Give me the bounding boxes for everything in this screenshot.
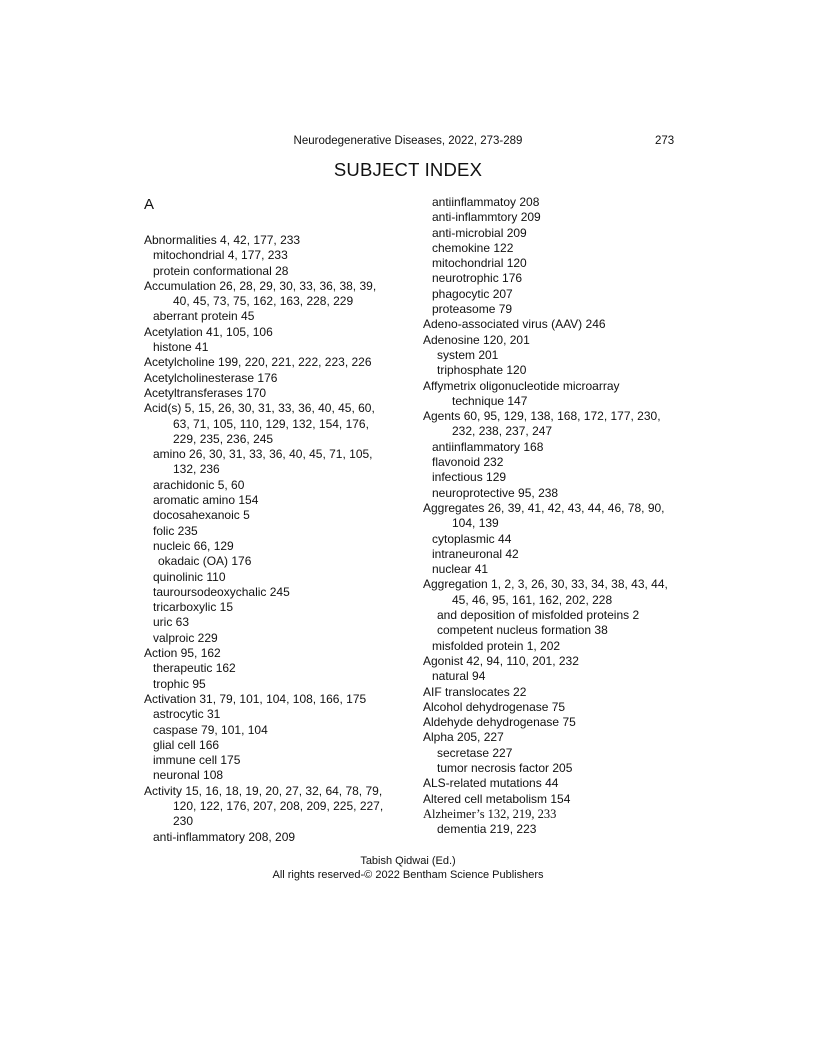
index-entry: Action 95, 162 — [144, 646, 221, 661]
index-entry: anti-inflammtory 209 — [432, 210, 541, 225]
index-entry: ALS-related mutations 44 — [423, 776, 559, 791]
page-number: 273 — [655, 135, 675, 147]
index-entry: histone 41 — [153, 340, 209, 355]
footer-copyright: All rights reserved-© 2022 Bentham Science Publishers — [272, 868, 544, 881]
index-entry: Aldehyde dehydrogenase 75 — [423, 715, 576, 730]
index-entry: 40, 45, 73, 75, 162, 163, 228, 229 — [173, 294, 354, 309]
index-entry: Accumulation 26, 28, 29, 30, 33, 36, 38, 39, — [144, 278, 377, 293]
index-entry: 45, 46, 95, 161, 162, 202, 228 — [452, 592, 613, 607]
index-entry: neurotrophic 176 — [432, 271, 523, 286]
index-entry: competent nucleus formation 38 — [437, 623, 608, 638]
index-entry: Agonist 42, 94, 110, 201, 232 — [423, 653, 579, 668]
index-entry: Abnormalities 4, 42, 177, 233 — [144, 233, 301, 247]
index-entry: nuclear 41 — [432, 562, 489, 577]
index-entry: tumor necrosis factor 205 — [437, 760, 573, 775]
index-entry: aromatic amino 154 — [153, 493, 259, 508]
index-entry: aberrant protein 45 — [153, 309, 255, 324]
index-entry: cytoplasmic 44 — [432, 531, 512, 546]
index-entry: 63, 71, 105, 110, 129, 132, 154, 176, — [173, 416, 369, 431]
index-entry: Acetyltransferases 170 — [144, 385, 267, 400]
index-entry: system 201 — [437, 347, 499, 362]
index-entry: neuroprotective 95, 238 — [432, 485, 559, 500]
index-entry: Activation 31, 79, 101, 104, 108, 166, 175 — [144, 691, 367, 706]
index-column-left — [144, 195, 404, 845]
index-entry: Aggregation 1, 2, 3, 26, 30, 33, 34, 38, 43, 44, — [423, 577, 668, 592]
index-entry: Adenosine 120, 201 — [423, 332, 530, 347]
index-entry: nucleic 66, 129 — [153, 538, 234, 553]
index-entry: antiinflammatory 168 — [432, 439, 544, 454]
index-entry: therapeutic 162 — [153, 661, 236, 676]
index-entry: astrocytic 31 — [153, 707, 221, 722]
index-entry: Acid(s) 5, 15, 26, 30, 31, 33, 36, 40, 45, 60, — [144, 401, 375, 416]
index-entry: docosahexanoic 5 — [153, 508, 250, 523]
index-entry: antiinflammatoy 208 — [432, 195, 540, 209]
index-entry: Adeno-associated virus (AAV) 246 — [423, 317, 606, 332]
index-entry: intraneuronal 42 — [432, 546, 519, 561]
index-entry: secretase 227 — [437, 745, 513, 760]
index-section-letter: A — [144, 196, 155, 213]
index-entry: flavonoid 232 — [432, 455, 504, 470]
index-entry: chemokine 122 — [432, 240, 514, 255]
index-entry: 229, 235, 236, 245 — [173, 431, 274, 446]
index-entry: Acetylcholinesterase 176 — [144, 370, 278, 385]
index-entry: quinolinic 110 — [153, 569, 226, 584]
index-entry: arachidonic 5, 60 — [153, 477, 245, 492]
index-entry: 230 — [173, 814, 194, 829]
index-entry: Acetylcholine 199, 220, 221, 222, 223, 226 — [144, 355, 372, 370]
index-entry: trophic 95 — [153, 676, 206, 691]
index-entry: AIF translocates 22 — [423, 684, 527, 699]
index-entry: Alcohol dehydrogenase 75 — [423, 699, 566, 714]
index-entry: Activity 15, 16, 18, 19, 20, 27, 32, 64, 78, 79, — [144, 783, 383, 798]
index-entry: tauroursodeoxychalic 245 — [153, 584, 290, 599]
footer-editor: Tabish Qidwai (Ed.) — [360, 855, 456, 867]
index-entry: proteasome 79 — [432, 302, 513, 317]
index-entry: protein conformational 28 — [153, 263, 289, 278]
index-entry: infectious 129 — [432, 470, 507, 485]
index-entry: Alpha 205, 227 — [423, 730, 504, 745]
index-entry: 104, 139 — [452, 516, 499, 531]
index-entry: anti-microbial 209 — [432, 225, 527, 240]
journal-citation: Neurodegenerative Diseases, 2022, 273-289 — [293, 135, 523, 147]
index-entry: phagocytic 207 — [432, 286, 513, 301]
index-entry: neuronal 108 — [153, 768, 224, 783]
index-entry: 132, 236 — [173, 462, 220, 477]
index-entry: caspase 79, 101, 104 — [153, 722, 268, 737]
index-entry: folic 235 — [153, 523, 198, 538]
index-entry: 232, 238, 237, 247 — [452, 424, 553, 439]
index-entry: dementia 219, 223 — [437, 822, 537, 837]
index-entry: Aggregates 26, 39, 41, 42, 43, 44, 46, 78, 90, — [423, 500, 665, 515]
index-entry: tricarboxylic 15 — [153, 600, 234, 615]
index-entry: amino 26, 30, 31, 33, 36, 40, 45, 71, 105, — [153, 447, 373, 462]
index-entry: okadaic (OA) 176 — [158, 554, 252, 569]
index-entry: and deposition of misfolded proteins 2 — [437, 608, 640, 623]
index-entry: Agents 60, 95, 129, 138, 168, 172, 177, 230, — [423, 409, 661, 424]
index-entry: natural 94 — [432, 669, 486, 684]
index-entry: mitochondrial 120 — [432, 256, 527, 271]
index-entry: Alzheimer’s 132, 219, 233 — [423, 806, 557, 821]
index-entry: mitochondrial 4, 177, 233 — [153, 248, 288, 263]
page-title: SUBJECT INDEX — [333, 159, 483, 180]
index-entry: anti-inflammatory 208, 209 — [153, 829, 296, 844]
index-entry: uric 63 — [153, 615, 190, 630]
index-entry: immune cell 175 — [153, 753, 241, 768]
index-entry: valproic 229 — [153, 630, 218, 645]
page-footer — [0, 855, 816, 882]
running-header — [0, 133, 816, 149]
index-entry: glial cell 166 — [153, 737, 220, 752]
index-entry: misfolded protein 1, 202 — [432, 638, 561, 653]
index-column-right — [423, 195, 683, 837]
index-entry: Affymetrix oligonucleotide microarray — [423, 378, 620, 393]
index-entry: 120, 122, 176, 207, 208, 209, 225, 227, — [173, 798, 384, 813]
index-entry: technique 147 — [452, 393, 528, 408]
index-entry: Altered cell metabolism 154 — [423, 791, 571, 806]
index-entry: triphosphate 120 — [437, 363, 527, 378]
index-entry: Acetylation 41, 105, 106 — [144, 324, 273, 339]
